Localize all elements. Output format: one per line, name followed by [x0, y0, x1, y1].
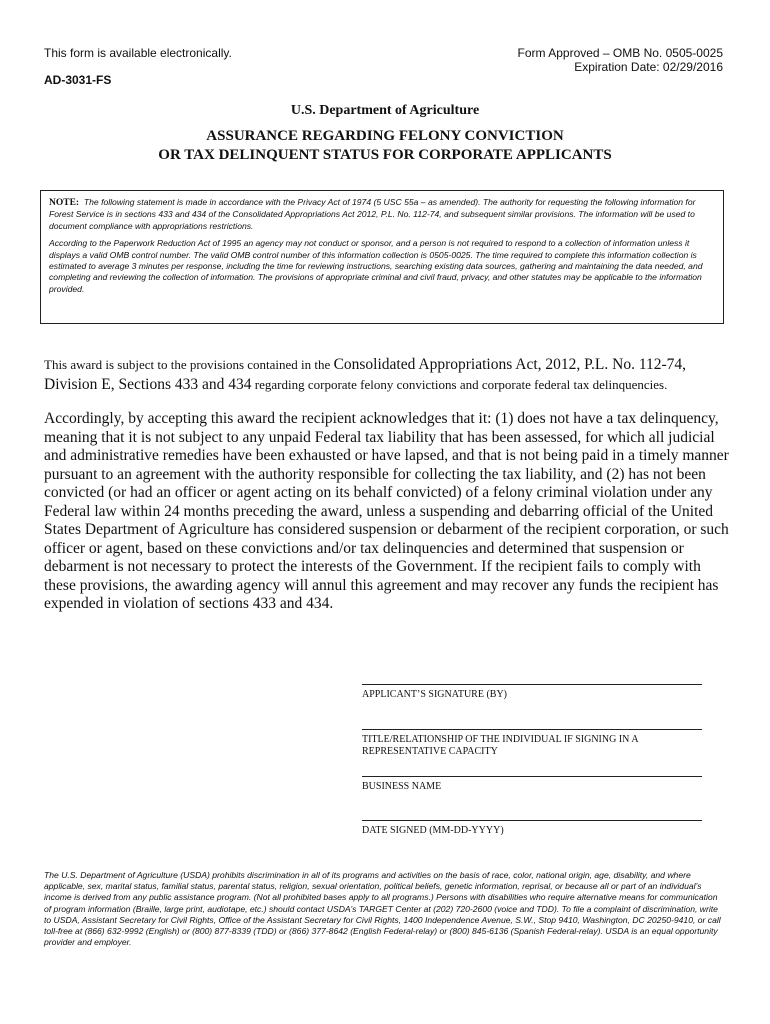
note-label: NOTE: — [49, 198, 80, 208]
department-name: U.S. Department of Agriculture — [290, 103, 480, 118]
paperwork-reduction-note: According to the Paperwork Reduction Act of 1995 an agency may not conduct or sponsor, and a person is not required to respond to a collection of information unless it displays a valid OMB control number. The valid OMB control number of this information collection is 0505-0025. The time required to complete this information collection is estimated to average 3 minutes per response, including the time for reviewing instructions, searching existing data sources, gathering and maintaining the data needed, and completing and reviewing the collection of information. The provisions of appropriate criminal and civil fraud, privacy, and other statutes may be applicable to the information provided. — [49, 238, 703, 294]
title-relationship-line[interactable] — [362, 729, 702, 730]
title-relationship-label-line-1: TITLE/RELATIONSHIP OF THE INDIVIDUAL IF SIGNING IN A — [362, 734, 639, 745]
award-text-1: This award is subject to the provisions contained in the — [44, 357, 334, 372]
applicant-signature-label: APPLICANT’S SIGNATURE (BY) — [362, 689, 508, 700]
award-text-2: regarding corporate felony convictions and corporate federal tax delinquencies. — [251, 377, 668, 392]
availability-text: This form is available electronically. — [44, 46, 232, 60]
business-name-label: BUSINESS NAME — [362, 781, 442, 792]
form-title — [0, 127, 770, 165]
privacy-act-note — [49, 197, 715, 232]
nondiscrimination-statement: The U.S. Department of Agriculture (USDA) prohibits discrimination in all of its programs and activities on the basis of race, color, national origin, age, disability, and where applicable, sex, marital status, familial status, parental status, religion, sexual orientation, political beliefs, genetic information, reprisal, or because all or part of an individual’s income is derived from any public assistance program. (Not all prohibited bases apply to all programs.) Persons with disabilities who require alternative means for communication of program information (Braille, large print, audiotape, etc.) should contact USDA’s TARGET Center at (202) 720-2600 (voice and TDD). To file a complaint of discrimination, write to USDA, Assistant Secretary for Civil Rights, Office of the Assistant Secretary for Civil Rights, 1400 Independence Avenue, S.W., Stop 9410, Washington, DC 20250-9410, or call toll-free at (866) 632-9992 (English) or (800) 877-8339 (TDD) or (866) 377-8642 (English Federal-relay) or (800) 845-6136 (Spanish Federal-relay). USDA is an equal opportunity provider and employer. — [44, 870, 721, 948]
omb-info — [518, 46, 723, 74]
form-approved-text: Form Approved – OMB No. 0505-0025 — [517, 46, 723, 60]
award-act-reference: Consolidated Appropriations Act, 2012, P.L. No. 112-74, Division E, Sections 433 and 434 — [44, 356, 687, 393]
note-box — [40, 190, 724, 324]
date-signed-label: DATE SIGNED (MM-DD-YYYY) — [362, 825, 504, 836]
business-name-line[interactable] — [362, 776, 702, 777]
award-statement — [44, 355, 734, 395]
form-title-line-1: ASSURANCE REGARDING FELONY CONVICTION — [206, 128, 564, 144]
date-signed-line[interactable] — [362, 820, 702, 821]
title-relationship-label-line-2: REPRESENTATIVE CAPACITY — [362, 746, 498, 757]
expiration-date: Expiration Date: 02/29/2016 — [574, 60, 723, 74]
privacy-act-text: The following statement is made in accordance with the Privacy Act of 1974 (5 USC 55a – as amended). The authority for requesting the following information for Forest Service is in sections 433 and 434 of the Consolidated Appropriations Act 2012, P.L. No. 112-74, and subsequent similar provisions. The information will be used to document compliance with appropriations restrictions. — [49, 197, 696, 231]
acknowledgement-paragraph: Accordingly, by accepting this award the recipient acknowledges that it: (1) does not have a tax delinquency, meaning that it is not subject to any unpaid Federal tax liability that has been assessed, for which all judicial and administrative remedies have been exhausted or have lapsed, and that is not being paid in a timely manner pursuant to an agreement with the authority responsible for collecting the tax liability, and (2) has not been convicted (or had an officer or agent acting on its behalf convicted) of a felony criminal violation under any Federal law within 24 months preceding the award, unless a suspending and debarring official of the United States Department of Agriculture has considered suspension or debarment of the recipient corporation, or such officer or agent, based on these convictions and/or tax delinquencies and determined that suspension or debarment is not necessary to protect the interests of the Government. If the recipient fails to comply with these provisions, the awarding agency will annul this agreement and may recover any funds the recipient has expended in violation of sections 433 and 434. — [44, 410, 729, 612]
form-id: AD-3031-FS — [44, 73, 112, 87]
form-title-line-2: OR TAX DELINQUENT STATUS FOR CORPORATE APPLICANTS — [158, 147, 612, 163]
title-relationship-label — [362, 734, 639, 758]
applicant-signature-line[interactable] — [362, 684, 702, 685]
